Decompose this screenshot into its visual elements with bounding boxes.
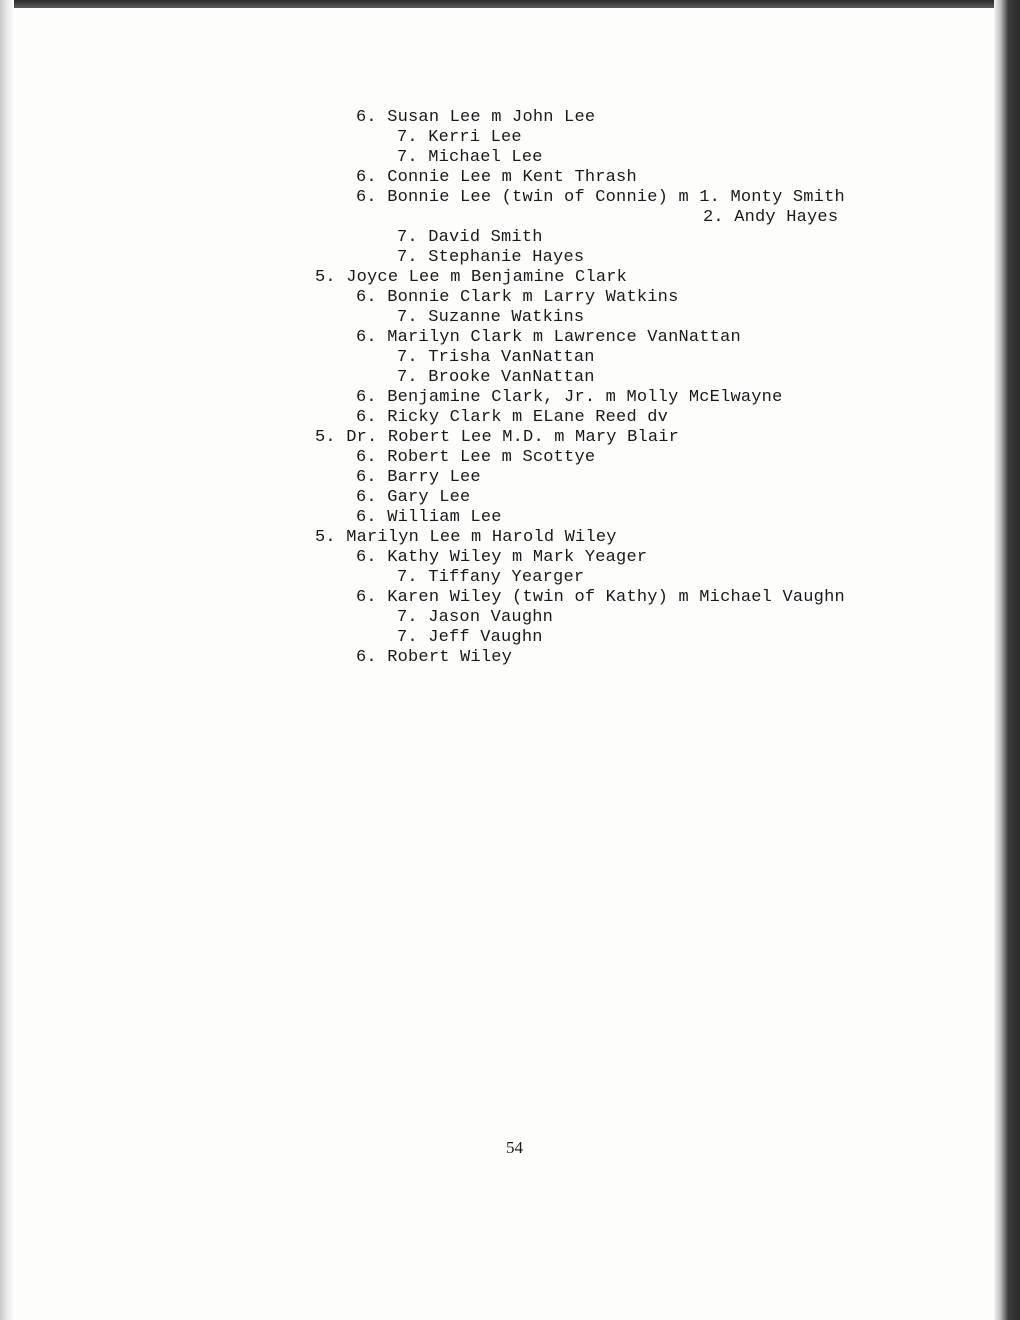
entry-text: Tiffany Yearger xyxy=(428,568,585,587)
generation-number: 7. xyxy=(397,248,418,267)
list-item xyxy=(356,648,512,668)
scan-right-edge xyxy=(994,0,1020,1320)
generation-number: 7. xyxy=(397,348,418,367)
list-item xyxy=(356,188,845,208)
list-item xyxy=(356,508,502,528)
generation-number: 7. xyxy=(397,608,418,627)
list-item xyxy=(397,608,553,628)
list-item xyxy=(356,468,481,488)
generation-number: 6. xyxy=(356,588,377,607)
generation-number: 5. xyxy=(315,528,336,547)
entry-text: Jason Vaughn xyxy=(428,608,554,627)
entry-text: Benjamine Clark, Jr. m Molly McElwayne xyxy=(387,388,783,407)
list-item xyxy=(397,628,543,648)
list-item xyxy=(315,428,679,448)
generation-number: 6. xyxy=(356,188,377,207)
list-item xyxy=(397,308,584,328)
generation-number: 6. xyxy=(356,168,377,187)
list-item xyxy=(397,148,543,168)
generation-number: 5. xyxy=(315,428,336,447)
scan-top-edge xyxy=(0,0,1020,8)
list-item xyxy=(397,128,522,148)
entry-text: Ricky Clark m ELane Reed dv xyxy=(387,408,669,427)
generation-number: 6. xyxy=(356,488,377,507)
entry-text: Bonnie Lee (twin of Connie) m 1. Monty Smith xyxy=(387,188,845,207)
list-item xyxy=(397,228,543,248)
generation-number: 6. xyxy=(356,648,377,667)
entry-text: Susan Lee m John Lee xyxy=(387,108,596,127)
list-item xyxy=(397,568,584,588)
entry-text: Connie Lee m Kent Thrash xyxy=(387,168,637,187)
entry-text: Karen Wiley (twin of Kathy) m Michael Vaughn xyxy=(387,588,845,607)
list-item xyxy=(356,388,782,408)
list-item xyxy=(356,328,741,348)
list-item xyxy=(315,268,627,288)
list-item xyxy=(356,408,668,428)
list-item xyxy=(356,548,647,568)
entry-text: William Lee xyxy=(387,508,502,527)
generation-number: 7. xyxy=(397,128,418,147)
entry-text: Marilyn Lee m Harold Wiley xyxy=(346,528,617,547)
generation-number: 7. xyxy=(397,228,418,247)
generation-number: 5. xyxy=(315,268,336,287)
scan-left-edge xyxy=(0,0,14,1320)
list-item xyxy=(356,288,678,308)
entry-text: Michael Lee xyxy=(428,148,543,167)
entry-text: Brooke VanNattan xyxy=(428,368,595,387)
entry-text: Stephanie Hayes xyxy=(428,248,585,267)
entry-text: Joyce Lee m Benjamine Clark xyxy=(346,268,628,287)
entry-text: Kathy Wiley m Mark Yeager xyxy=(387,548,648,567)
list-item xyxy=(356,108,595,128)
generation-number: 7. xyxy=(397,368,418,387)
generation-number: 7. xyxy=(397,148,418,167)
entry-text: 2. Andy Hayes xyxy=(703,208,839,227)
list-item xyxy=(356,588,845,608)
entry-text: Suzanne Watkins xyxy=(428,308,585,327)
entry-text: Barry Lee xyxy=(387,468,481,487)
list-item xyxy=(397,248,584,268)
list-item xyxy=(356,168,637,188)
list-item xyxy=(356,488,470,508)
generation-number: 7. xyxy=(397,308,418,327)
entry-text: Gary Lee xyxy=(387,488,471,507)
list-item xyxy=(703,208,838,228)
generation-number: 6. xyxy=(356,468,377,487)
generation-number: 6. xyxy=(356,548,377,567)
generation-number: 6. xyxy=(356,388,377,407)
entry-text: Kerri Lee xyxy=(428,128,522,147)
entry-text: Dr. Robert Lee M.D. m Mary Blair xyxy=(346,428,680,447)
generation-number: 6. xyxy=(356,448,377,467)
generation-number: 7. xyxy=(397,568,418,587)
generation-number: 6. xyxy=(356,408,377,427)
generation-number: 7. xyxy=(397,628,418,647)
entry-text: Trisha VanNattan xyxy=(428,348,595,367)
entry-text: David Smith xyxy=(428,228,543,247)
list-item xyxy=(315,528,617,548)
generation-number: 6. xyxy=(356,108,377,127)
generation-number: 6. xyxy=(356,508,377,527)
entry-text: Bonnie Clark m Larry Watkins xyxy=(387,288,679,307)
list-item xyxy=(397,368,595,388)
list-item xyxy=(356,448,595,468)
entry-text: Robert Lee m Scottye xyxy=(387,448,596,467)
generation-number: 6. xyxy=(356,288,377,307)
generation-number: 6. xyxy=(356,328,377,347)
page-number: 54 xyxy=(506,1138,523,1157)
entry-text: Marilyn Clark m Lawrence VanNattan xyxy=(387,328,741,347)
entry-text: Jeff Vaughn xyxy=(428,628,543,647)
entry-text: Robert Wiley xyxy=(387,648,513,667)
list-item xyxy=(397,348,595,368)
